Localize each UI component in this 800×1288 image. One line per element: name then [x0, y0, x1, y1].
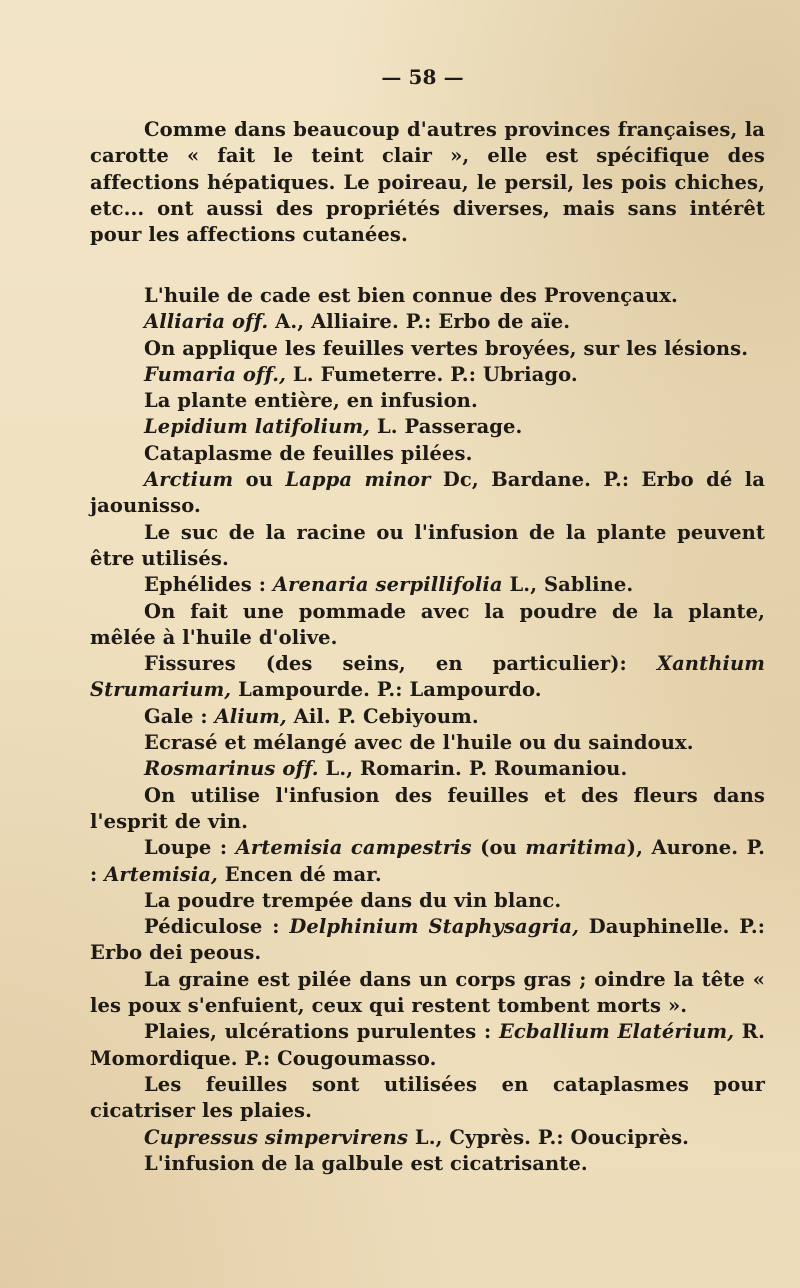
list-item: L'infusion de la galbule est cicatrisante.: [144, 1151, 588, 1175]
list-item: Cataplasme de feuilles pilées.: [144, 441, 473, 465]
list-item: L'huile de cade est bien connue des Provençaux.: [144, 284, 678, 307]
list-item: La plante entière, en infusion.: [144, 389, 478, 413]
list-item: Ephélides : Arenaria serpillifolia L., Sabline.: [144, 573, 634, 597]
page-number: — 58 —: [381, 65, 464, 89]
list-item: Pédiculose : Delphinium Staphysagria, Dauphinelle. P.: Erbo dei peous.: [90, 915, 765, 965]
list-item: Fissures (des seins, en particulier): Xanthium Strumarium, Lampourde. P.: Lampourdo.: [90, 652, 765, 702]
list-item: La graine est pilée dans un corps gras ; oindre la tête « les poux s'enfuient, ceux qui restent tombent morts ».: [90, 967, 765, 1018]
list-item: Rosmarinus off. L., Romarin. P. Roumaniou.: [144, 757, 628, 781]
list-item: Les feuilles sont utilisées en cataplasmes pour cicatriser les plaies.: [90, 1072, 765, 1123]
list-item: La poudre trempée dans du vin blanc.: [144, 888, 562, 912]
list-item: Fumaria off., L. Fumeterre. P.: Ubriago.: [144, 362, 578, 386]
list-item: On applique les feuilles vertes broyées, sur les lésions.: [144, 336, 749, 360]
list-item: Plaies, ulcérations purulentes : Ecballium Elatérium, R. Momordique. P.: Cougoumasso.: [90, 1020, 765, 1070]
list-item: On utilise l'infusion des feuilles et des fleurs dans l'esprit de vin.: [90, 783, 765, 833]
list-item: Arctium ou Lappa minor Dc, Bardane. P.: Erbo dé la jaounisso.: [90, 468, 765, 518]
list-item: Le suc de la racine ou l'infusion de la plante peuvent être utilisés.: [90, 520, 765, 570]
list-item: Gale : Alium, Ail. P. Cebiyoum.: [144, 704, 479, 728]
list-item: Loupe : Artemisia campestris (ou maritima), Aurone. P. : Artemisia, Encen dé mar.: [90, 836, 765, 886]
list-item: Alliaria off. A., Alliaire. P.: Erbo de aïe.: [144, 310, 571, 334]
remedy-list: [90, 283, 765, 1177]
list-item: On fait une pommade avec la poudre de la plante, mêlée à l'huile d'olive.: [90, 599, 765, 649]
list-item: Lepidium latifolium, L. Passerage.: [144, 415, 523, 439]
list-item: Cupressus simpervirens L., Cyprès. P.: Oouciprès.: [144, 1125, 690, 1149]
intro-paragraph: Comme dans beaucoup d'autres provinces françaises, la carotte « fait le teint clair », elle est spécifique des affections hépatiques. Le poireau, le persil, les pois chiches, etc... ont aussi des propriétés diverses, mais sans intérêt pour les affections cutanées.: [90, 118, 765, 247]
list-item: Ecrasé et mélangé avec de l'huile ou du saindoux.: [144, 731, 694, 755]
